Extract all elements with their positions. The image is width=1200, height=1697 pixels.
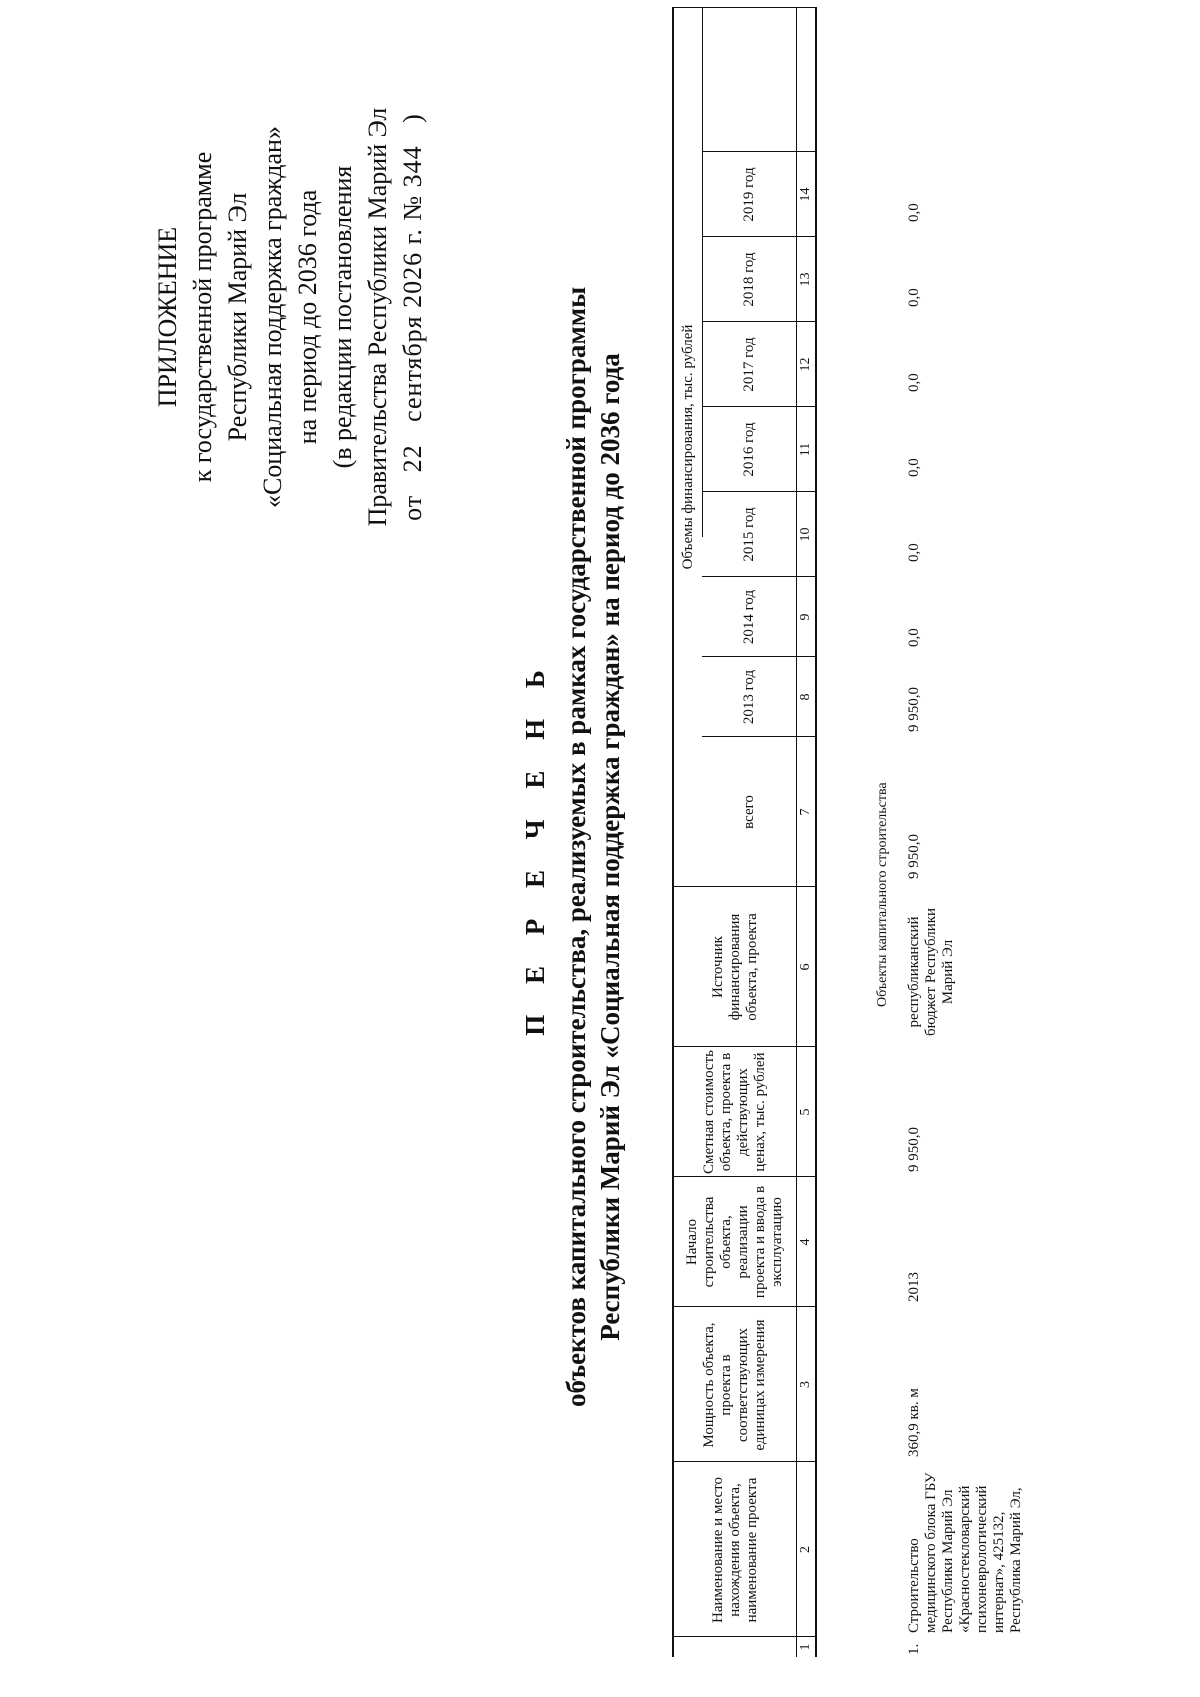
column-number: 4 <box>798 1238 813 1246</box>
document-subtitle-line-2: Республики Марий Эл «Социальная поддержка граждан» на период до 2036 года <box>595 353 625 1341</box>
row-start: 2013 <box>906 1272 922 1302</box>
row-year-value: 0,0 <box>906 543 922 562</box>
header-year: 2014 год <box>740 589 757 645</box>
column-number: 3 <box>798 1381 813 1388</box>
column-number: 1 <box>798 1643 813 1651</box>
column-rule <box>672 1636 817 1637</box>
annex-line: ПРИЛОЖЕНИЕ <box>153 226 182 408</box>
annex-line: на период до 2036 года <box>293 189 322 445</box>
document-title: П Е Р Е Ч Е Н Ь <box>520 658 550 1036</box>
header-funding-group: Объемы финансирования, тыс. рублей <box>679 324 696 570</box>
row-source: республиканский бюджет Республики Марий Эл <box>906 907 956 1037</box>
row-name: Строительство медицинского блока ГБУ Республики Марий Эл «Красностекловарский психоневрологический интернат», 425132, Республика Марий Эл, <box>906 1472 1024 1633</box>
table-top-rule <box>672 7 674 1657</box>
header-capacity: Мощность объекта, проекта в соответствующих единицах измерения <box>701 1319 768 1451</box>
row-cost: 9 950,0 <box>906 1127 922 1172</box>
column-number: 11 <box>798 442 813 457</box>
row-year-value: 0,0 <box>906 458 922 477</box>
column-number: 7 <box>798 808 813 816</box>
column-rule <box>672 1046 817 1047</box>
column-rule <box>672 1461 817 1462</box>
table-header <box>672 7 817 1657</box>
column-number-rule <box>815 7 817 1657</box>
row-number: 1. <box>906 1643 922 1655</box>
row-year-value: 0,0 <box>906 203 922 222</box>
annex-line: Правительства Республики Марий Эл <box>363 107 392 527</box>
header-year: 2017 год <box>740 337 757 392</box>
annex-line: «Социальная поддержка граждан» <box>258 126 287 508</box>
row-year-value: 0,0 <box>906 288 922 307</box>
column-rule <box>672 886 817 887</box>
column-number: 10 <box>798 527 813 542</box>
section-label: Объекты капитального строительства <box>875 782 890 1007</box>
header-name: Наименование и место нахождения объекта, наименование проекта <box>709 1477 760 1624</box>
row-year-value: 0,0 <box>906 373 922 392</box>
header-total: всего <box>740 795 757 829</box>
header-start: Начало строительства объекта, реализации проекта и ввода в эксплуатацию <box>684 1185 785 1299</box>
column-number: 2 <box>798 1546 813 1553</box>
header-year: 2015 год <box>740 507 757 562</box>
column-number: 8 <box>798 693 813 701</box>
column-number: 13 <box>798 272 813 287</box>
column-number: 14 <box>798 187 813 202</box>
row-year-value: 0,0 <box>906 628 922 647</box>
row-capacity: 360,9 кв. м <box>906 1388 922 1457</box>
document-subtitle-line-1: объектов капитального строительства, реализуемых в рамках государственной программы <box>561 286 591 1407</box>
row-year-value: 9 950,0 <box>906 687 922 732</box>
header-year: 2018 год <box>740 252 757 307</box>
row-total: 9 950,0 <box>906 834 922 879</box>
header-source: Источник финансирования объекта, проекта <box>709 913 760 1021</box>
annex-block <box>150 37 430 597</box>
annex-line: Республики Марий Эл <box>223 192 252 442</box>
column-number: 5 <box>798 1108 813 1116</box>
column-rule <box>672 7 817 8</box>
column-number: 9 <box>798 613 813 621</box>
header-year: 2019 год <box>740 167 757 222</box>
annex-line: (в редакции постановления <box>328 165 357 469</box>
column-rule <box>672 1176 817 1177</box>
header-year: 2016 год <box>740 422 757 477</box>
document-heading <box>520 287 627 1407</box>
annex-line: к государственной программе <box>188 151 217 483</box>
column-rule <box>672 1306 817 1307</box>
column-number: 6 <box>798 963 813 971</box>
header-year: 2013 год <box>740 669 757 725</box>
funding-group-rule <box>702 7 703 537</box>
annex-date-line: от 22 сентября 2026 г. № 344 ) <box>398 113 427 521</box>
header-cost: Сметная стоимость объекта, проекта в действующих ценах, тыс. рублей <box>701 1050 768 1175</box>
column-number: 12 <box>798 357 813 372</box>
